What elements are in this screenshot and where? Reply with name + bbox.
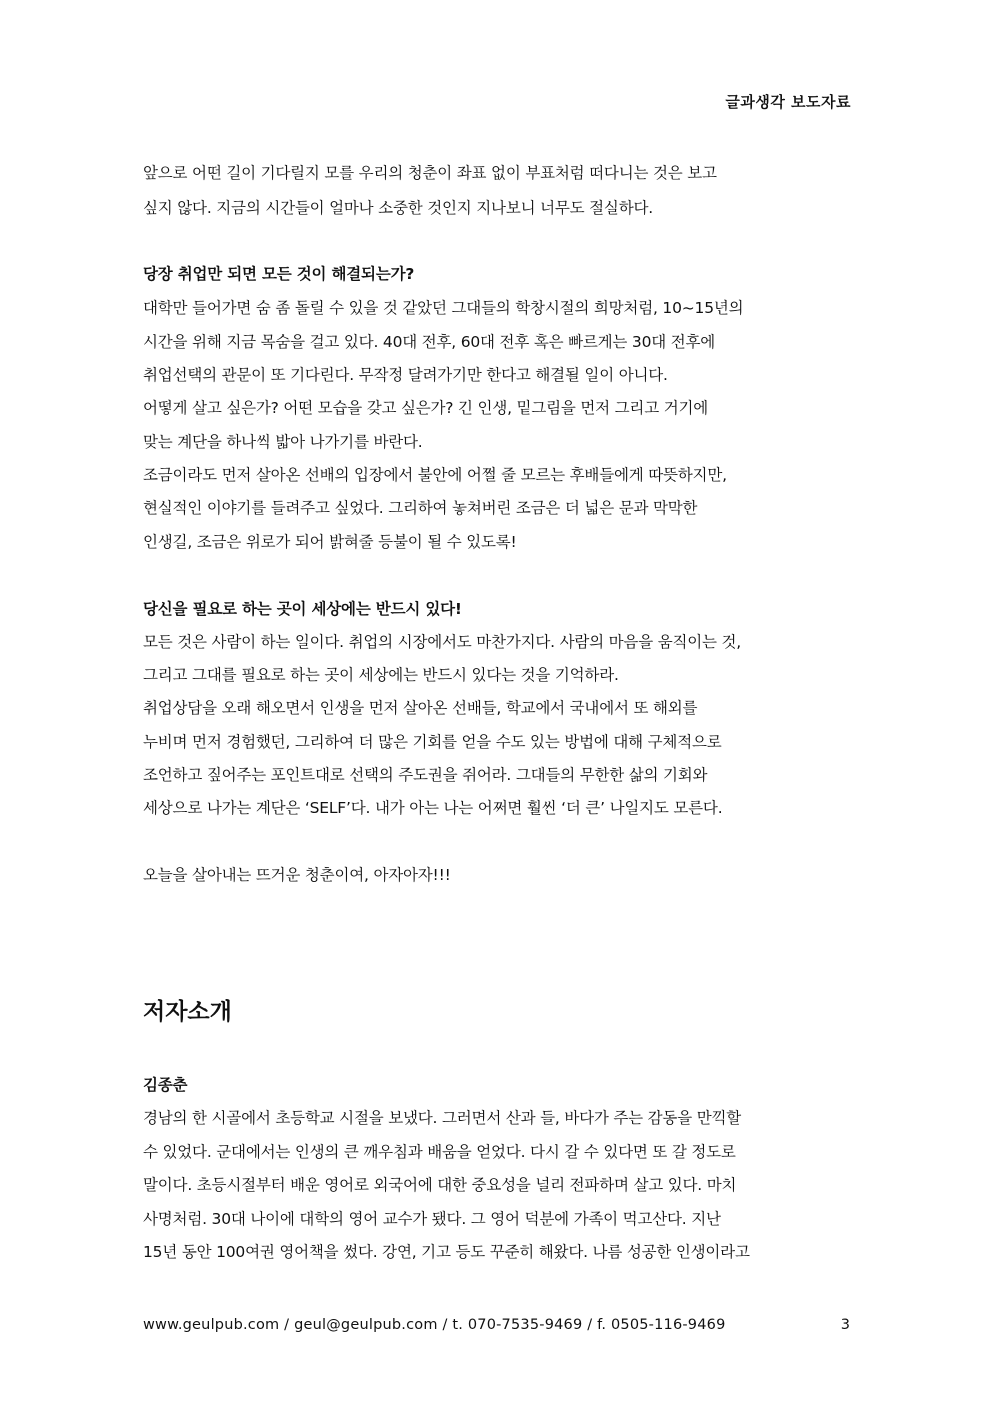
author-bio-line: 말이다. 초등시절부터 배운 영어로 외국어에 대한 중요성을 널리 전파하며 살고 있다. 마치 [143, 1176, 737, 1194]
section2-line: 모든 것은 사람이 하는 일이다. 취업의 시장에서도 마찬가지다. 사람의 마음을 움직이는 것, [143, 633, 742, 651]
section2-heading: 당신을 필요로 하는 곳이 세상에는 반드시 있다! [143, 600, 462, 618]
author-bio-line: 경남의 한 시골에서 초등학교 시절을 보냈다. 그러면서 산과 들, 바다가 주는 감동을 만끽할 [143, 1109, 742, 1127]
section2-line: 그리고 그대를 필요로 하는 곳이 세상에는 반드시 있다는 것을 기억하라. [143, 666, 619, 684]
author-bio-line: 수 있었다. 군대에서는 인생의 큰 깨우침과 배움을 얻었다. 다시 갈 수 있다면 또 갈 정도로 [143, 1143, 736, 1161]
section2-line: 조언하고 짚어주는 포인트대로 선택의 주도권을 쥐어라. 그대들의 무한한 삶의 기회와 [143, 766, 708, 784]
section1-heading: 당장 취업만 되면 모든 것이 해결되는가? [143, 265, 415, 283]
closing-line: 오늘을 살아내는 뜨거운 청춘이여, 아자아자!!! [143, 866, 451, 884]
section1-line: 어떻게 살고 싶은가? 어떤 모습을 갖고 싶은가? 긴 인생, 밑그림을 먼저 그리고 거기에 [143, 399, 709, 417]
section1-line: 현실적인 이야기를 들려주고 싶었다. 그리하여 놓쳐버린 조금은 더 넓은 문과 막막한 [143, 499, 698, 517]
section2-line: 세상으로 나가는 계단은 ‘SELF’다. 내가 아는 나는 어쩌면 훨씬 ‘더 큰’ 나일지도 모른다. [143, 799, 723, 817]
intro-line: 싶지 않다. 지금의 시간들이 얼마나 소중한 것인지 지나보니 너무도 절실하다. [143, 199, 653, 217]
intro-line: 앞으로 어떤 길이 기다릴지 모를 우리의 청춘이 좌표 없이 부표처럼 떠다니는 것은 보고 [143, 164, 717, 182]
section1-line: 맞는 계단을 하나씩 밟아 나가기를 바란다. [143, 433, 423, 451]
section2-line: 누비며 먼저 경험했던, 그리하여 더 많은 기회를 얻을 수도 있는 방법에 대해 구체적으로 [143, 733, 722, 751]
section1-line: 조금이라도 먼저 살아온 선배의 입장에서 불안에 어쩔 줄 모르는 후배들에게 따뜻하지만, [143, 466, 727, 484]
author-bio-line: 사명처럼. 30대 나이에 대학의 영어 교수가 됐다. 그 영어 덕분에 가족이 먹고산다. 지난 [143, 1210, 721, 1228]
section1-line: 인생길, 조금은 위로가 되어 밝혀줄 등불이 될 수 있도록! [143, 533, 517, 551]
footer-contact: www.geulpub.com / geul@geulpub.com / t. 070-7535-9469 / f. 0505-116-9469 [143, 1317, 726, 1333]
author-name: 김종춘 [143, 1076, 188, 1094]
section1-line: 시간을 위해 지금 목숨을 걸고 있다. 40대 전후, 60대 전후 혹은 빠르게는 30대 전후에 [143, 333, 716, 351]
section2-line: 취업상담을 오래 해오면서 인생을 먼저 살아온 선배들, 학교에서 국내에서 또 해외를 [143, 699, 698, 717]
page-number: 3 [840, 1317, 850, 1333]
document-header: 글과생각 보도자료 [725, 93, 851, 111]
author-bio-line: 15년 동안 100여권 영어책을 썼다. 강연, 기고 등도 꾸준히 해왔다. 나름 성공한 인생이라고 [143, 1243, 750, 1261]
section1-line: 취업선택의 관문이 또 기다린다. 무작정 달려가기만 한다고 해결될 일이 아니다. [143, 366, 668, 384]
author-section-title: 저자소개 [143, 999, 232, 1025]
section1-line: 대학만 들어가면 숨 좀 돌릴 수 있을 것 같았던 그대들의 학창시절의 희망처럼, 10~15년의 [143, 299, 744, 317]
